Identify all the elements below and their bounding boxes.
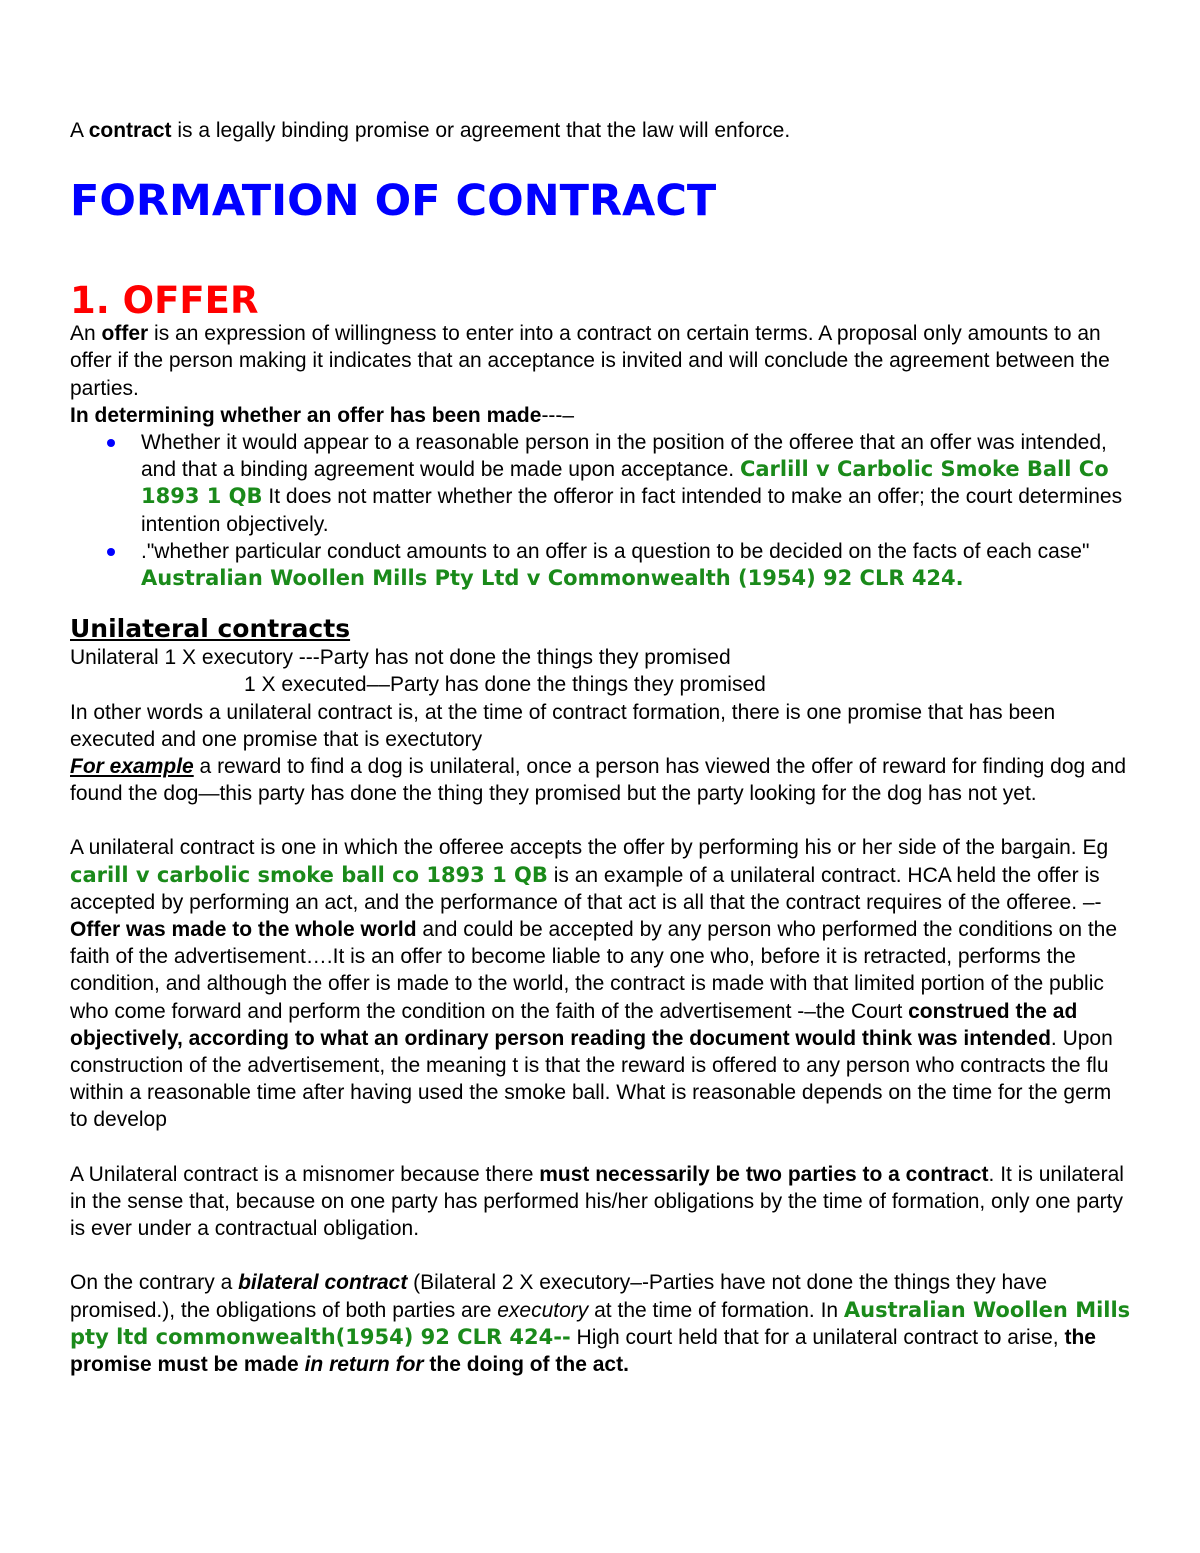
document-title: FORMATION OF CONTRACT <box>70 176 717 227</box>
unilateral-heading: Unilateral contracts <box>70 614 351 644</box>
intro-text-1: A <box>70 119 89 142</box>
case-citation: Australian Woollen Mills Pty Ltd v Commonwealth (1954) 92 CLR 424. <box>141 566 964 591</box>
para-text: at the time of formation. In <box>588 1298 844 1322</box>
intro-text-2: is a legally binding promise or agreement that the law will enforce. <box>171 119 791 142</box>
bold-phrase: the doing of the act. <box>423 1352 629 1376</box>
intro-paragraph <box>70 117 1132 144</box>
determining-label: In determining whether an offer has been made <box>70 403 542 427</box>
unilateral-line-1: Unilateral 1 X executory ---Party has not done the things they promised <box>70 646 731 670</box>
offer-text-2: is an expression of willingness to enter into a contract on certain terms. A proposal only amounts to an offer if the person making it indicates that an acceptance is invited and will conclude the agreement between the parties. <box>70 322 1110 400</box>
case-citation: Carlill v Carbolic Smoke Ball Co 1893 1 QB <box>141 457 1109 509</box>
contract-term: contract <box>88 119 172 142</box>
para-text: . It is unilateral in the sense that, because on one party has performed his/her obligations by the time of formation, only one party is ever under a contractual obligation. <box>70 1162 1124 1241</box>
bilateral-term: bilateral contract <box>238 1271 408 1295</box>
bullet-icon <box>107 439 115 447</box>
bold-italic-phrase: in return for <box>304 1352 424 1376</box>
bilateral-paragraph <box>70 1269 1132 1378</box>
unilateral-line-2: 1 X executed––Party has done the things they promised <box>244 673 766 697</box>
example-text: a reward to find a dog is unilateral, once a person has viewed the offer of reward for finding dog and found the dog—this party has done the thing they promised but the party looking for the dog has not yet. <box>70 755 1127 806</box>
para-text: and could be accepted by any person who performed the conditions on the faith of the advertisement….It is an offer to become liable to any one who, before it is retracted, performs the condition, and although the offer is made to the world, the contract is made with that limited portion of the public who come forward and perform the condition on the faith of the advertisement -–the Court <box>70 918 1118 1023</box>
list-item <box>141 538 1132 592</box>
unilateral-definition-paragraph <box>70 834 1132 1133</box>
para-text: (Bilateral 2 X executory–-Parties have not done the things they have promised.), the obligations of both parties are <box>70 1271 1048 1322</box>
offer-paragraph <box>70 320 1132 402</box>
other-words-paragraph: In other words a unilateral contract is, at the time of contract formation, there is one promise that has been executed and one promise that is exectutory <box>70 700 1056 751</box>
case-citation: carill v carbolic smoke ball co 1893 1 QB <box>70 862 548 887</box>
para-text: On the contrary a <box>70 1271 239 1295</box>
para-text: is an example of a unilateral contract. HCA held the offer is accepted by performing an act, and the performance of that act is all that the contract requires of the offeree. –- <box>70 863 1102 914</box>
paragraph-spacer <box>70 807 1132 834</box>
para-text: A unilateral contract is one in which the offeree accepts the offer by performing his or her side of the bargain. Eg <box>70 836 1109 860</box>
section-heading-offer: 1. OFFER <box>70 279 259 323</box>
offer-text-1: An <box>70 322 102 346</box>
para-text: . Upon construction of the advertisement, the meaning t is that the reward is offered to any person who contracts the flu within a reasonable time after having used the smoke ball. What is reasonable depends on the time for the germ to develop <box>70 1026 1113 1132</box>
bullet-text-1: Whether it would appear to a reasonable person in the position of the offeree that an offer was intended, and that a binding agreement would be made upon acceptance. <box>141 431 1107 482</box>
list-item <box>141 429 1132 538</box>
bold-phrase: must necessarily be two parties to a contract <box>539 1162 989 1186</box>
para-text: A Unilateral contract is a misnomer because there <box>70 1162 540 1186</box>
offer-term: offer <box>101 322 149 346</box>
bullet-text-2: It does not matter whether the offeror in fact intended to make an offer; the court determines intention objectively. <box>141 485 1123 536</box>
example-paragraph <box>70 753 1132 807</box>
offer-criteria-list <box>70 429 1132 592</box>
bullet-text-1: ."whether particular conduct amounts to an offer is a question to be decided on the facts of each case" <box>141 539 1090 563</box>
bold-phrase: Offer was made to the whole world <box>70 918 417 942</box>
executory-term: executory <box>497 1298 589 1322</box>
bullet-icon <box>107 548 115 556</box>
case-citation: Australian Woollen Mills pty ltd commonwealth(1954) 92 CLR 424-- <box>70 1297 1131 1349</box>
bold-phrase: construed the ad objectively, according to what an ordinary person reading the document would think was intended <box>70 999 1078 1050</box>
example-label: For example <box>70 755 194 779</box>
para-text: High court held that for a unilateral contract to arise, <box>570 1325 1065 1349</box>
bold-phrase: the promise must be made <box>70 1325 1096 1376</box>
misnomer-paragraph <box>70 1161 1132 1243</box>
determining-line <box>70 402 1132 429</box>
paragraph-spacer <box>70 1134 1132 1161</box>
paragraph-spacer <box>70 1242 1132 1269</box>
determining-dashes: ---– <box>541 403 575 427</box>
document-body <box>70 117 1132 1378</box>
